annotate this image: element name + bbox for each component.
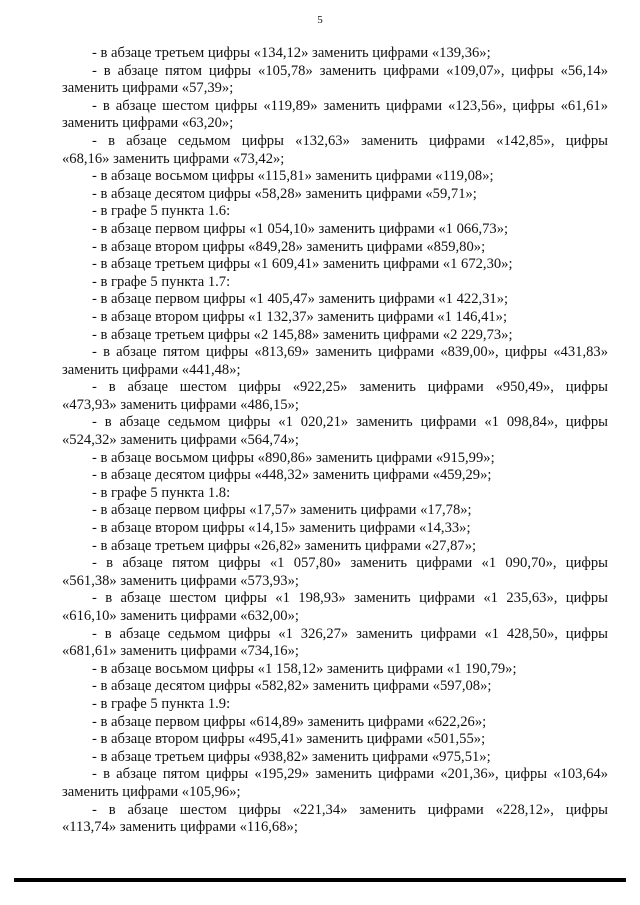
text-line: - в графе 5 пункта 1.6:: [92, 203, 231, 220]
text-line: «681,61» заменить цифрами «734,16»;: [62, 643, 299, 660]
bottom-rule: [14, 878, 626, 882]
text-line: - в абзаце седьмом цифры «1 326,27» заменить цифрами «1 428,50», цифры: [92, 625, 608, 642]
text-line: - в абзаце третьем цифры «1 609,41» заменить цифрами «1 672,30»;: [92, 256, 513, 273]
text-line: «473,93» заменить цифрами «486,15»;: [62, 396, 299, 413]
text-line: - в абзаце третьем цифры «134,12» заменить цифрами «139,36»;: [92, 45, 491, 61]
document-body: [62, 45, 608, 837]
text-line: - в графе 5 пункта 1.9:: [92, 695, 231, 712]
text-line: - в абзаце пятом цифры «195,29» заменить цифрами «201,36», цифры «103,64»: [92, 766, 608, 783]
text-line: - в абзаце первом цифры «1 054,10» заменить цифрами «1 066,73»;: [92, 220, 509, 237]
text-line: «113,74» заменить цифрами «116,68»;: [62, 819, 298, 836]
text-line: - в абзаце десятом цифры «582,82» заменить цифрами «597,08»;: [92, 678, 492, 695]
text-line: заменить цифрами «63,20»;: [62, 115, 234, 132]
text-line: «616,10» заменить цифрами «632,00»;: [62, 608, 299, 624]
text-line: - в абзаце втором цифры «1 132,37» заменить цифрами «1 146,41»;: [92, 308, 508, 325]
text-line: - в абзаце втором цифры «14,15» заменить цифрами «14,33»;: [92, 520, 471, 537]
text-line: - в графе 5 пункта 1.8:: [92, 484, 231, 501]
text-line: «561,38» заменить цифрами «573,93»;: [62, 572, 299, 589]
text-line: - в абзаце шестом цифры «922,25» заменить цифрами «950,49», цифры: [92, 379, 608, 396]
text-line: - в абзаце пятом цифры «813,69» заменить цифрами «839,00», цифры «431,83»: [92, 344, 608, 361]
text-line: - в абзаце восьмом цифры «1 158,12» заменить цифрами «1 190,79»;: [92, 660, 517, 677]
text-line: - в абзаце шестом цифры «221,34» заменить цифрами «228,12», цифры: [92, 801, 608, 818]
text-line: - в абзаце восьмом цифры «890,86» заменить цифрами «915,99»;: [92, 449, 495, 466]
text-line: - в абзаце седьмом цифры «132,63» заменить цифрами «142,85», цифры: [92, 132, 608, 149]
text-line: - в абзаце десятом цифры «448,32» заменить цифрами «459,29»;: [92, 467, 492, 484]
text-line: заменить цифрами «441,48»;: [62, 361, 241, 378]
text-line: заменить цифрами «57,39»;: [62, 80, 234, 97]
text-line: - в абзаце седьмом цифры «1 020,21» заменить цифрами «1 098,84», цифры: [92, 414, 608, 431]
text-line: - в абзаце восьмом цифры «115,81» заменить цифрами «119,08»;: [92, 168, 494, 185]
text-line: «68,16» заменить цифрами «73,42»;: [62, 150, 285, 167]
text-line: - в абзаце третьем цифры «938,82» заменить цифрами «975,51»;: [92, 748, 491, 765]
text-line: - в абзаце первом цифры «1 405,47» заменить цифрами «1 422,31»;: [92, 291, 509, 308]
text-line: - в абзаце втором цифры «849,28» заменить цифрами «859,80»;: [92, 238, 486, 255]
text-line: - в абзаце первом цифры «614,89» заменить цифрами «622,26»;: [92, 713, 487, 730]
text-line: - в графе 5 пункта 1.7:: [92, 273, 231, 290]
text-line: - в абзаце третьем цифры «2 145,88» заменить цифрами «2 229,73»;: [92, 326, 513, 343]
page-number: 5: [317, 14, 323, 26]
text-line: «524,32» заменить цифрами «564,74»;: [62, 432, 299, 449]
text-line: - в абзаце первом цифры «17,57» заменить цифрами «17,78»;: [92, 502, 472, 519]
text-line: заменить цифрами «105,96»;: [62, 783, 241, 800]
text-line: - в абзаце шестом цифры «119,89» заменить цифрами «123,56», цифры «61,61»: [92, 97, 608, 114]
text-line: - в абзаце пятом цифры «105,78» заменить цифрами «109,07», цифры «56,14»: [92, 62, 608, 79]
text-line: - в абзаце шестом цифры «1 198,93» заменить цифрами «1 235,63», цифры: [92, 590, 608, 607]
text-line: - в абзаце пятом цифры «1 057,80» заменить цифрами «1 090,70», цифры: [92, 555, 608, 572]
text-line: - в абзаце третьем цифры «26,82» заменить цифрами «27,87»;: [92, 537, 477, 554]
text-line: - в абзаце десятом цифры «58,28» заменить цифрами «59,71»;: [92, 185, 477, 202]
text-line: - в абзаце втором цифры «495,41» заменить цифрами «501,55»;: [92, 731, 486, 748]
